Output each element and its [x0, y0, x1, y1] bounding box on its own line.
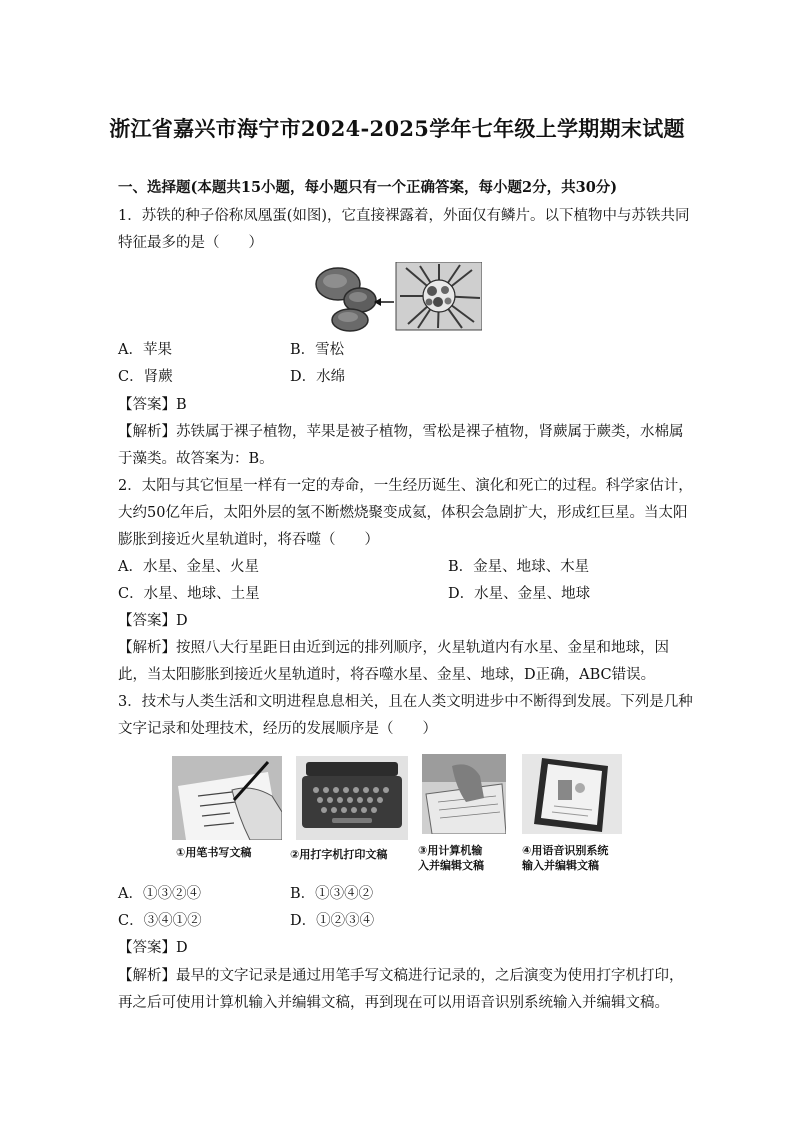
q1-analysis-line1: 【解析】苏铁属于裸子植物，苹果是被子植物，雪松是裸子植物，肾蕨属于蕨类，水棉属: [118, 424, 684, 440]
q1-option-a: A．苹果: [118, 342, 172, 358]
q3-stem-line1: 3．技术与人类生活和文明进程息息相关，且在人类文明进步中不断得到发展。下列是几种: [118, 694, 693, 710]
q1-answer: 【答案】B: [118, 397, 187, 413]
q1-stem-line2: 特征最多的是（ ）: [118, 235, 263, 251]
caption-3-line1: ③用计算机输: [418, 844, 483, 857]
page-title: 浙江省嘉兴市海宁市2024-2025学年七年级上学期期末试题: [109, 116, 685, 141]
q2-stem-line3: 膨胀到接近火星轨道时，将吞噬（ ）: [118, 532, 379, 548]
caption-4-line1: ④用语音识别系统: [522, 844, 609, 857]
q3-option-d: D．①②③④: [290, 913, 375, 929]
laptop-typing-photo: [422, 754, 506, 834]
cycad-cone-photo: [396, 262, 482, 330]
q2-answer: 【答案】D: [118, 613, 188, 629]
q1-option-c: C．肾蕨: [118, 369, 173, 385]
q2-analysis-line2: 此，当太阳膨胀到接近火星轨道时，将吞噬水星、金星、地球，D正确，ABC错误。: [118, 667, 656, 683]
arrow-icon: [374, 298, 394, 306]
caption-1-line1: ①用笔书写文稿: [176, 846, 252, 859]
q3-option-c: C．③④①②: [118, 913, 202, 929]
typewriter-photo: [296, 756, 408, 840]
q1-option-d: D．水绵: [290, 369, 346, 385]
q2-option-d: D．水星、金星、地球: [448, 586, 591, 602]
caption-2-line1: ②用打字机打印文稿: [290, 848, 388, 861]
q2-analysis-line1: 【解析】按照八大行星距日由近到远的排列顺序，火星轨道内有水星、金星和地球，因: [118, 640, 669, 656]
tablet-voice-photo: [522, 754, 622, 834]
caption-3-line2: 入并编辑文稿: [418, 859, 484, 872]
q1-stem-line1: 1．苏铁的种子俗称凤凰蛋(如图)，它直接裸露着，外面仅有鳞片。以下植物中与苏铁共同: [118, 208, 690, 224]
q2-stem-line1: 2．太阳与其它恒星一样有一定的寿命，一生经历诞生、演化和死亡的过程。科学家估计，: [118, 478, 693, 494]
q3-stem-line2: 文字记录和处理技术，经历的发展顺序是（ ）: [118, 721, 437, 737]
q3-analysis-line2: 再之后可使用计算机输入并编辑文稿，再到现在可以用语音识别系统输入并编辑文稿。: [118, 995, 669, 1011]
q3-answer: 【答案】D: [118, 940, 188, 956]
q1-analysis-line2: 于藻类。故答案为：B。: [118, 451, 274, 467]
q3-analysis-line1: 【解析】最早的文字记录是通过用笔手写文稿进行记录的，之后演变为使用打字机打印，: [118, 968, 684, 984]
q2-stem-line2: 大约50亿年后，太阳外层的氢不断燃烧聚变成氦，体积会急剧扩大，形成红巨星。当太阳: [118, 505, 688, 521]
q2-option-b: B．金星、地球、木星: [448, 559, 590, 575]
pen-writing-photo: [172, 756, 282, 840]
caption-4-line2: 输入并编辑文稿: [522, 859, 599, 872]
section-header: 一、选择题(本题共15小题，每小题只有一个正确答案，每小题2分，共30分): [118, 179, 618, 196]
q3-option-a: A．①③②④: [118, 886, 201, 902]
q3-option-b: B．①③④②: [290, 886, 374, 902]
cycad-seeds-image: [316, 268, 376, 331]
q2-option-a: A．水星、金星、火星: [118, 559, 259, 575]
q1-option-b: B．雪松: [290, 342, 345, 358]
q1-cycad-seed-figure: [310, 262, 482, 332]
q2-option-c: C．水星、地球、土星: [118, 586, 260, 602]
